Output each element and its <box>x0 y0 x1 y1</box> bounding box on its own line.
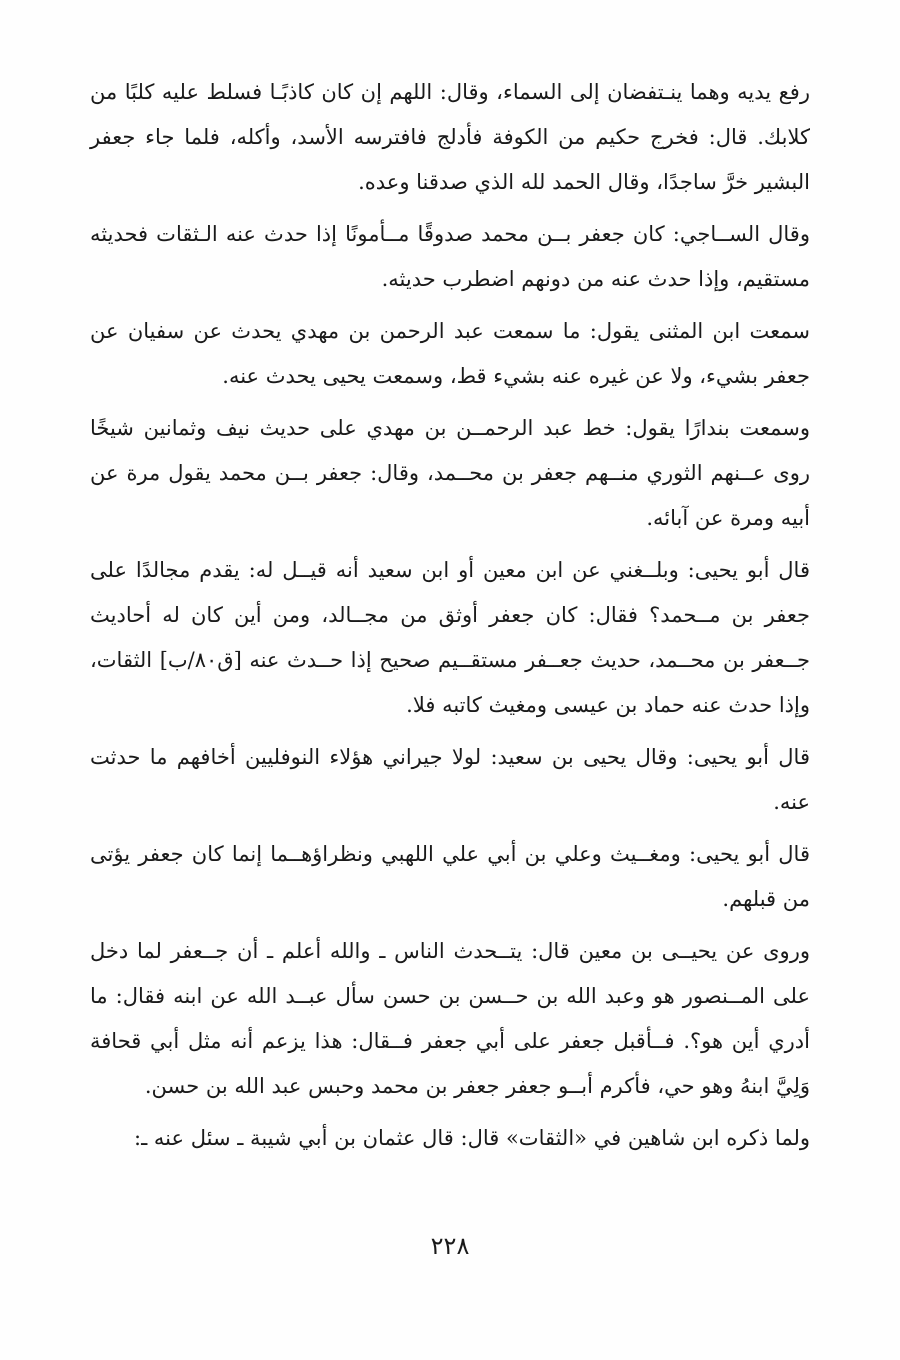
paragraph-2: وقال الســاجي: كان جعفر بــن محمد صدوقًا مــأمونًا إذا حدث عنه الـثقات فحديثه مستقيم، وإذا حدث عنه من دونهم اضطرب حديثه. <box>90 222 810 291</box>
page-number: ٢٢٨ <box>430 1232 470 1260</box>
body-text <box>90 70 810 1168</box>
paragraph-3: سمعت ابن المثنى يقول: ما سمعت عبد الرحمن بن مهدي يحدث عن سفيان عن جعفر بشيء، ولا عن غيره عنه بشيء قط، وسمعت يحيى يحدث عنه. <box>90 319 810 388</box>
paragraph-4: وسمعت بندارًا يقول: خط عبد الرحمــن بن مهدي على حديث نيف وثمانين شيخًا روى عــنهم الثوري منــهم جعفر بن محــمد، وقال: جعفر بــن محمد يقول مرة عن أبيه ومرة عن آبائه. <box>90 416 810 530</box>
paragraph-8: وروى عن يحيــى بن معين قال: يتــحدث الناس ـ والله أعلم ـ أن جــعفر لما دخل على المــنصور هو وعبد الله بن حــسن بن حسن سأل عبــد الله عن ابنه فقال: ما أدري أين هو؟. فــأقبل جعفر على أبي جعفر فــقال: هذا يزعم أنه مثل أبي قحافة وَلِيَّ ابنهُ وهو حي، فأكرم أبــو جعفر جعفر بن محمد وحبس عبد الله بن حسن. <box>90 939 810 1098</box>
paragraph-9: ولما ذكره ابن شاهين في «الثقات» قال: قال عثمان بن أبي شيبة ـ سئل عنه ـ: <box>134 1126 810 1150</box>
paragraph-7: قال أبو يحيى: ومغــيث وعلي بن أبي علي اللهبي ونظراؤهــما إنما كان جعفر يؤتى من قبلهم. <box>90 842 810 911</box>
paragraph-5: قال أبو يحيى: وبلــغني عن ابن معين أو ابن سعيد أنه قيــل له: يقدم مجالدًا على جعفر بن مــحمد؟ فقال: كان جعفر أوثق من مجــالد، ومن أين كان له أحاديث جــعفر بن محــمد، حديث جعــفر مستقــيم صحيح إذا حــدث عنه [ق٨٠/ب] الثقات، وإذا حدث عنه حماد بن عيسى ومغيث كاتبه فلا. <box>90 558 810 717</box>
paragraph-6: قال أبو يحيى: وقال يحيى بن سعيد: لولا جيراني هؤلاء النوفليين أخافهم ما حدثت عنه. <box>90 745 810 814</box>
paragraph-1: رفع يديه وهما ينـتفضان إلى السماء، وقال: اللهم إن كان كاذبًـا فسلط عليه كلبًا من كلابك. قال: فخرج حكيم من الكوفة فأدلج فافترسه الأسد، وأكله، فلما جاء جعفر البشير خرَّ ساجدًا، وقال الحمد لله الذي صدقنا وعده. <box>90 80 810 194</box>
